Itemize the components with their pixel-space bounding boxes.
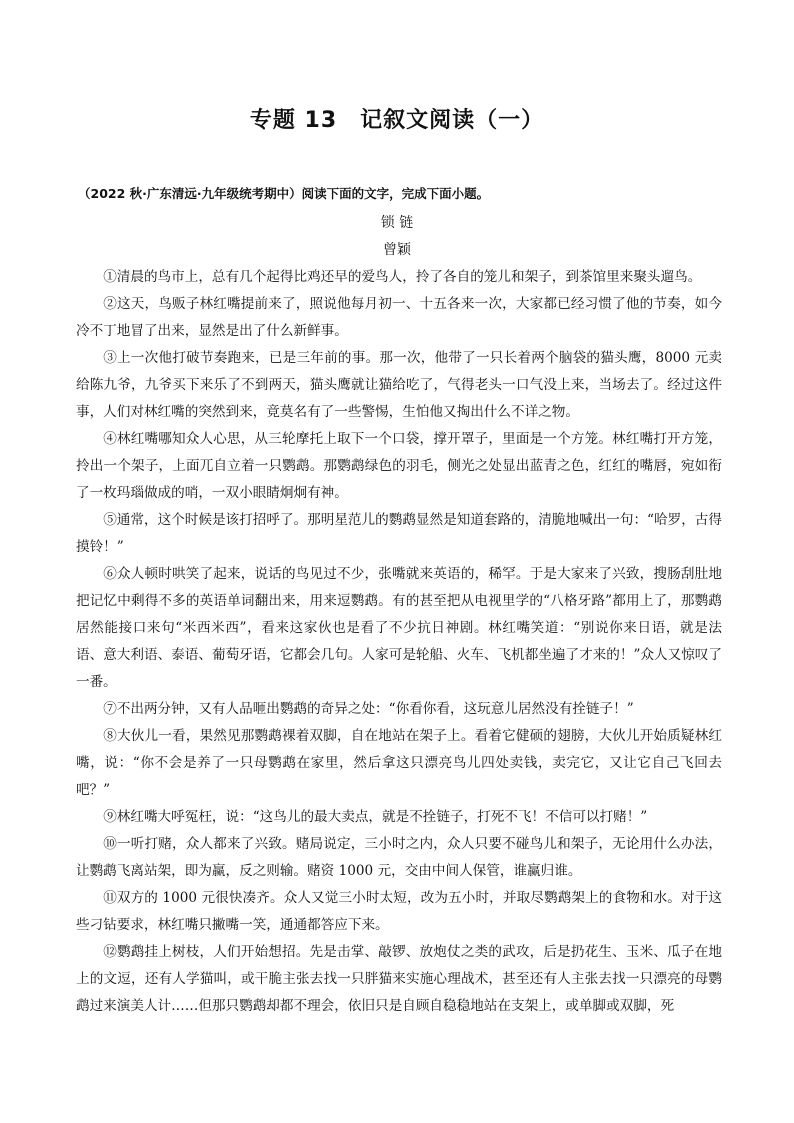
- paragraph: ⑤通常，这个时候是该打招呼了。那明星范儿的鹦鹉显然是知道套路的，清脆地喊出一句：“哈罗，古得摸铃！”: [76, 512, 722, 555]
- story-title: 锁 链: [380, 215, 414, 231]
- paragraph: ⑨林红嘴大呼冤枉，说：“这鸟儿的最大卖点，就是不拴链子，打死不飞！不信可以打赌！”: [103, 809, 648, 825]
- paragraph: ⑧大伙儿一看，果然见那鹦鹉裸着双脚，自在地站在架子上。看着它健硕的翅膀，大伙儿开始质疑林红嘴，说：“你不会是养了一只母鹦鹉在家里，然后拿这只漂亮鸟儿四处卖钱，卖完它，又让它自己飞回去吧？”: [76, 728, 722, 798]
- paragraph: ①清晨的鸟市上，总有几个起得比鸡还早的爱鸟人，拎了各自的笼儿和架子，到茶馆里来聚头遛鸟。: [103, 269, 702, 285]
- paragraph: ⑩一听打赌，众人都来了兴致。赌局说定，三小时之内，众人只要不碰鸟儿和架子，无论用什么办法，让鹦鹉飞离站架，即为赢，反之则输。赌资 1000 元，交由中间人保管，谁赢归谁。: [76, 836, 722, 879]
- story-body: [76, 264, 722, 1020]
- paragraph: ③上一次他打破节奏跑来，已是三年前的事。那一次，他带了一只长着两个脑袋的猫头鹰，8000 元卖给陈九爷，九爷买下来乐了不到两天，猫头鹰就让猫给吃了，气得老头一口气没上来，当场去了。经过这件事，人们对林红嘴的突然到来，竟莫名有了一些警惕，生怕他又掏出什么不详之物。: [76, 350, 722, 420]
- paragraph: ⑪双方的 1000 元很快凑齐。众人又觉三小时太短，改为五小时，并取尽鹦鹉架上的食物和水。对于这些刁钻要求，林红嘴只撇嘴一笑，通通都答应下来。: [76, 890, 722, 933]
- paragraph: ⑦不出两分钟，又有人品咂出鹦鹉的奇异之处：“你看你看，这玩意儿居然没有拴链子！”: [103, 701, 634, 717]
- question-intro: （2022 秋·广东清远·九年级统考期中）阅读下面的文字，完成下面小题。: [78, 186, 490, 201]
- paragraph: ⑫鹦鹉挂上树枝，人们开始想招。先是击掌、敲锣、放炮仗之类的武攻，后是扔花生、玉米、瓜子在地上的文逗，还有人学猫叫，或干脆主张去找一只胖猫来实施心理战术，甚至还有人主张去找一只漂亮的母鹦鹉过来演美人计……但那只鹦鹉却都不理会，依旧只是自顾自稳稳地站在支架上，或单脚或双脚，死: [76, 944, 722, 1014]
- paragraph: ④林红嘴哪知众人心思，从三轮摩托上取下一个口袋，撑开罩子，里面是一个方笼。林红嘴打开方笼，拎出一个架子，上面兀自立着一只鹦鹉。那鹦鹉绿色的羽毛，侧光之处显出蓝青之色，红红的嘴唇，宛如衔了一枚玛瑙做成的哨，一双小眼睛炯炯有神。: [76, 431, 722, 501]
- story-author: 曾颖: [383, 242, 411, 258]
- paragraph: ②这天，鸟贩子林红嘴提前来了，照说他每月初一、十五各来一次，大家都已经习惯了他的节奏，如今冷不丁地冒了出来，显然是出了什么新鲜事。: [76, 296, 722, 339]
- page-title: 专题 13 记叙文阅读（一）: [249, 108, 545, 133]
- paragraph: ⑥众人顿时哄笑了起来，说话的鸟见过不少，张嘴就来英语的，稀罕。于是大家来了兴致，搜肠刮肚地把记忆中剩得不多的英语单词翻出来，用来逗鹦鹉。有的甚至把从电视里学的“八格牙路”都用上了，那鹦鹉居然能接口来句“米西米西”，看来这家伙也是看了不少抗日神剧。林红嘴笑道：“别说你来日语，就是法语、意大利语、泰语、葡萄牙语，它都会几句。人家可是轮船、火车、飞机都坐遍了才来的！”众人又惊叹了一番。: [76, 566, 722, 690]
